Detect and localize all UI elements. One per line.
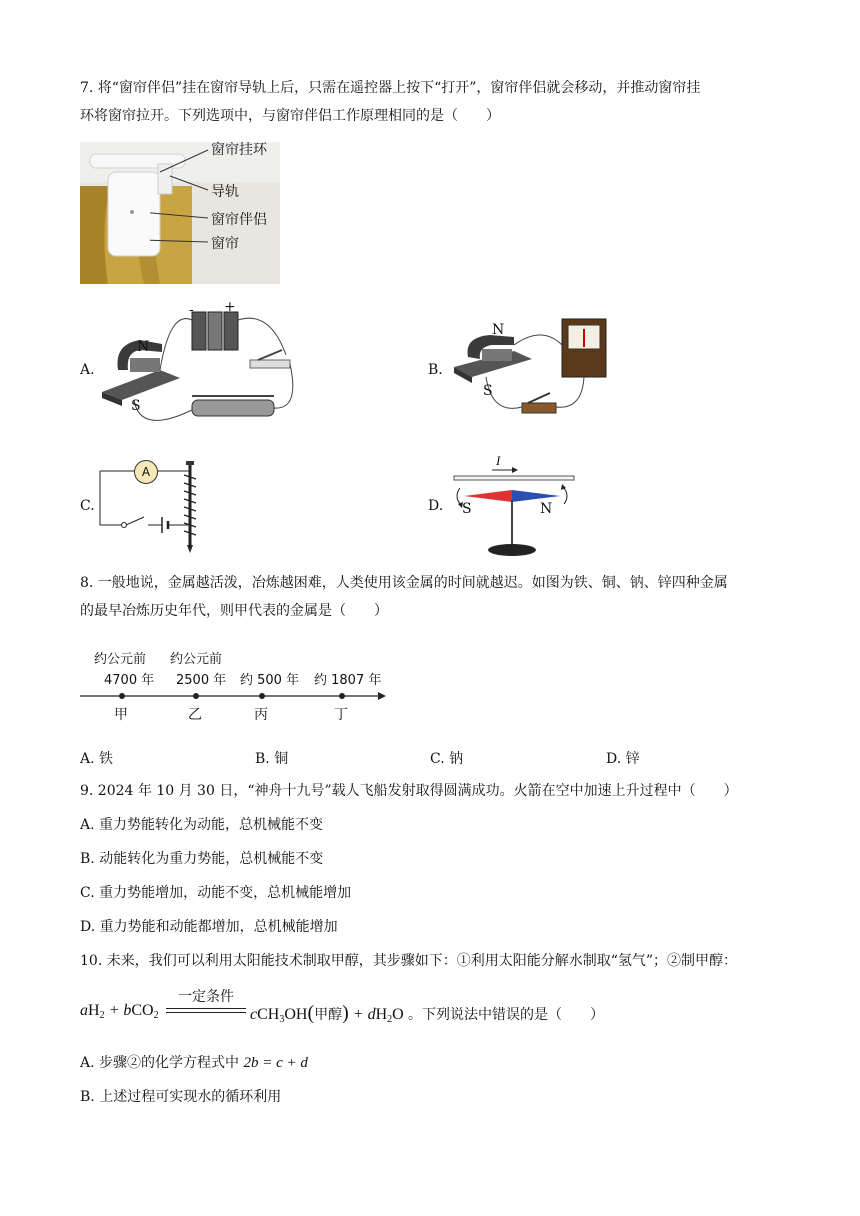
q9-choice-a: A. 重力势能转化为动能，总机械能不变 (80, 817, 324, 833)
q7-option-d-label: D. (428, 498, 444, 514)
option-b-generator-circuit-figure (452, 315, 617, 425)
q8-text-line1: 8. 一般地说，金属越活泼，冶炼越困难，人类使用该金属的时间就越迟。如图为铁、铜、钠、锌四种金属 (80, 575, 728, 591)
option-a-south-pole: S (131, 398, 141, 414)
q9-text-line1: 9. 2024 年 10 月 30 日，“神舟十九号”载人飞船发射取得圆满成功。火箭在空中加速上升过程中（ ） (80, 783, 738, 799)
q9-choice-c: C. 重力势能增加，动能不变，总机械能增加 (80, 885, 352, 901)
label-curtain-ring: 窗帘挂环 (211, 142, 267, 158)
timeline-year-label: 约 500 年 (240, 673, 300, 688)
label-curtain-companion: 窗帘伴侣 (211, 212, 267, 228)
q8-choice-b: B. 铜 (255, 751, 289, 767)
timeline-metal-label: 乙 (188, 707, 202, 723)
timeline-metal-label: 丙 (254, 707, 268, 723)
option-b-north-pole: N (492, 322, 505, 338)
q10-choice-a-text: A. 步骤②的化学方程式中 (80, 1055, 240, 1071)
label-rail: 导轨 (211, 184, 239, 200)
q7-option-a-label: A. (80, 362, 95, 378)
ammeter-symbol: A (134, 460, 158, 484)
option-d-south-pole: S (462, 501, 472, 517)
timeline-year-label: 4700 年 (104, 673, 155, 688)
reaction-condition: 一定条件 (178, 989, 234, 1005)
q8-choice-d: D. 锌 (606, 751, 640, 767)
option-b-south-pole: S (483, 383, 493, 399)
smelting-timeline (80, 640, 400, 730)
timeline-metal-label: 丁 (334, 707, 348, 723)
q7-option-c-label: C. (80, 498, 95, 514)
q10-choice-b: B. 上述过程可实现水的循环利用 (80, 1089, 282, 1105)
timeline-top-label: 约公元前 (94, 652, 147, 667)
q10-text-line1: 10. 未来，我们可以利用太阳能技术制取甲醇，其步骤如下：①利用太阳能分解水制取“氢气”；②制甲醇： (80, 953, 738, 969)
q8-choice-c: C. 钠 (430, 751, 464, 767)
current-label: I (496, 453, 501, 468)
q9-choice-b: B. 动能转化为重力势能，总机械能不变 (80, 851, 324, 867)
option-d-north-pole: N (540, 501, 553, 517)
q7-text-line2: 环将窗帘拉开。下列选项中，与窗帘伴侣工作原理相同的是（ ） (80, 108, 500, 124)
q10-equation-tail: 。下列说法中错误的是（ ） (408, 1007, 604, 1023)
q7-option-b-label: B. (428, 362, 443, 378)
q8-text-line2: 的最早冶炼历史年代，则甲代表的金属是（ ） (80, 603, 388, 619)
q9-choice-d: D. 重力势能和动能都增加，总机械能增加 (80, 919, 338, 935)
timeline-metal-label: 甲 (114, 707, 128, 723)
label-curtain: 窗帘 (211, 236, 239, 252)
option-a-north-pole: N (137, 339, 150, 355)
q7-text-line1: 7. 将“窗帘伴侣”挂在窗帘导轨上后，只需在遥控器上按下“打开”，窗帘伴侣就会移动，并推动窗帘挂 (80, 80, 701, 96)
timeline-year-label: 约 1807 年 (314, 673, 382, 688)
option-a-minus: - (189, 302, 194, 318)
option-a-plus: + (224, 299, 236, 315)
timeline-top-label: 约公元前 (170, 652, 223, 667)
timeline-year-label: 2500 年 (176, 673, 227, 688)
q10-choice-a: A. 步骤②的化学方程式中 2b = c + d (80, 1055, 308, 1071)
q8-choice-a: A. 铁 (80, 751, 114, 767)
option-a-motor-circuit-figure (100, 300, 310, 435)
methanol-equation: $aH_2 + bCO_2$ 一定条件 cCH$_3$OH(甲醇) + $dH_2O$ 。下列说法中错误的是（ ） (80, 986, 600, 1030)
